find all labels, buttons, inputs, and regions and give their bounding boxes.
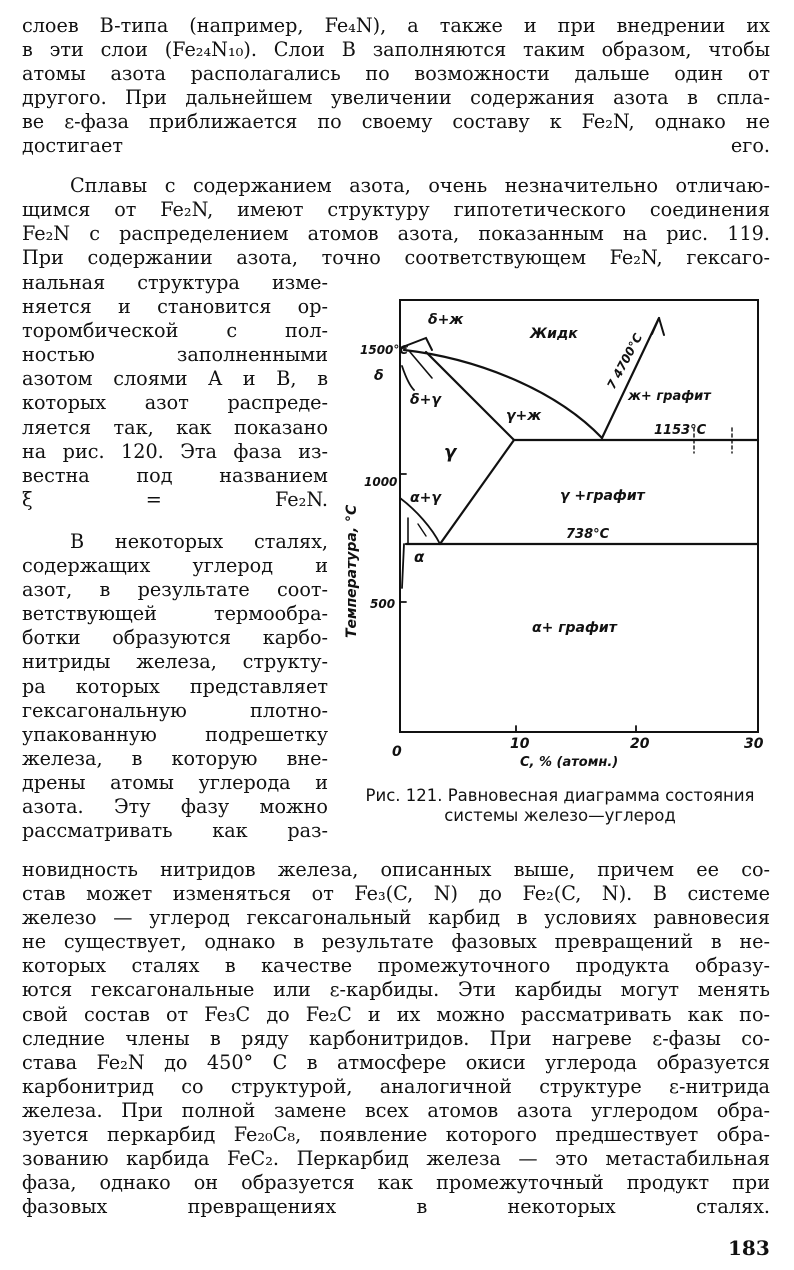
- label-gamma: γ: [444, 442, 457, 463]
- label-delta-gamma: δ+γ: [410, 392, 441, 408]
- text-line: железа, в которую вне-: [22, 746, 328, 770]
- paragraph-3-full: [22, 858, 770, 1219]
- text-line: нальная структура изме-: [22, 271, 328, 294]
- text-line: няется и становится ор-: [22, 295, 328, 319]
- diagram-frame: [400, 300, 758, 732]
- label-alpha-graphite: α+ графит: [532, 620, 617, 636]
- text-line: дрены атомы углерода и: [22, 770, 328, 794]
- paragraph-1: [22, 14, 770, 159]
- text-line: рассматривать как раз-: [22, 819, 328, 843]
- text-line: железо — углерод гексагональный карбид в условиях равновесия: [22, 906, 770, 930]
- text-line: ве ε-фаза приближается по своему составу к Fe₂N, однако не: [22, 110, 770, 134]
- label-alpha: α: [414, 548, 425, 566]
- y-tick-label-500: 500: [370, 597, 396, 611]
- label-eutectoid-temp: 738°C: [566, 527, 610, 542]
- text-line: ляется так, как показано: [22, 415, 328, 439]
- text-line: ра которых представляет: [22, 674, 328, 698]
- text-line: на рис. 120. Эта фаза из-: [22, 439, 328, 463]
- text-line: ботки образуются карбо-: [22, 626, 328, 650]
- text-line: фаза, однако он образуется как промежуточный продукт при: [22, 1171, 770, 1195]
- alpha-solvus: [402, 544, 404, 588]
- text-line: В некоторых сталях,: [70, 530, 328, 553]
- text-line: ются гексагональные или ε-карбиды. Эти карбиды могут менять: [22, 978, 770, 1002]
- label-gamma-liquid: γ+ж: [506, 408, 542, 424]
- text-line: упакованную подрешетку: [22, 722, 328, 746]
- text-line: которых азот распреде-: [22, 391, 328, 415]
- label-delta-liquid: δ+ж: [428, 312, 464, 328]
- label-delta: δ: [374, 368, 384, 384]
- paragraph-2-column: [22, 271, 328, 512]
- text-line: ξ = Fe₂N.: [22, 487, 328, 511]
- text-line: слоев B-типа (например, Fe₄N), а также и при внедрении их: [22, 14, 770, 37]
- text-line: зуется перкарбид Fe₂₀C₈, появление которого предшествует обра-: [22, 1123, 770, 1147]
- figure-caption: [340, 786, 780, 826]
- text-line: При содержании азота, точно соответствующем Fe₂N, гексаго-: [22, 246, 770, 270]
- text-line: став может изменяться от Fe₃(C, N) до Fe₂(C, N). В системе: [22, 882, 770, 906]
- label-liquid-graphite: ж+ графит: [628, 389, 711, 404]
- phase-diagram: [334, 278, 784, 778]
- paragraph-2: [22, 174, 770, 270]
- label-liquidus-slope: 7 4700°C: [604, 331, 646, 392]
- delta-boundary: [402, 366, 414, 390]
- text-line: вестна под названием: [22, 463, 328, 487]
- text-line: Fe₂N с распределением атомов азота, показанным на рис. 119.: [22, 222, 770, 246]
- text-line: достигает его.: [22, 134, 770, 158]
- text-line: атомы азота располагались по возможности дальше один от: [22, 62, 770, 86]
- text-line: азот, в результате соот-: [22, 578, 328, 602]
- text-line: щимся от Fe₂N, имеют структуру гипотетического соединения: [22, 198, 770, 222]
- caption-line: системы железо—углерод: [444, 806, 676, 825]
- x-tick-label-20: 20: [630, 736, 650, 752]
- label-gamma-graphite: γ +графит: [560, 488, 645, 504]
- text-line: ностью заполненными: [22, 343, 328, 367]
- text-line: следние члены в ряду карбонитридов. При нагреве ε-фазы со-: [22, 1026, 770, 1050]
- y-tick-label-1000: 1000: [364, 475, 398, 489]
- text-line: зованию карбида FeC₂. Перкарбид железа — это метастабильная: [22, 1147, 770, 1171]
- label-liquid: Жидк: [530, 326, 578, 342]
- text-line: Сплавы с содержанием азота, очень незначительно отличаю-: [70, 174, 770, 197]
- label-eutectic-temp: 1153°C: [654, 423, 707, 438]
- y-tick-label-1500: 1500°C: [360, 343, 409, 357]
- text-line: фазовых превращениях в некоторых сталях.: [22, 1195, 770, 1219]
- text-line: другого. При дальнейшем увеличении содержания азота в спла-: [22, 86, 770, 110]
- text-line: железа. При полной замене всех атомов азота углеродом обра-: [22, 1098, 770, 1122]
- y-axis-label: Температура, °С: [344, 504, 360, 638]
- text-line: торомбической с пол-: [22, 319, 328, 343]
- text-line: свой состав от Fe₃C до Fe₂C и их можно рассматривать как по-: [22, 1002, 770, 1026]
- x-tick-label-30: 30: [744, 736, 764, 752]
- text-line: азота. Эту фазу можно: [22, 795, 328, 819]
- text-line: содержащих углерод и: [22, 554, 328, 578]
- text-line: в эти слои (Fe₂₄N₁₀). Слои B заполняются таким образом, чтобы: [22, 38, 770, 62]
- paragraph-3-column: [22, 530, 328, 843]
- tick-mark: [418, 524, 426, 536]
- text-line: азотом слоями A и B, в: [22, 367, 328, 391]
- text-line: карбонитрид со структурой, аналогичной структуре ε-нитрида: [22, 1074, 770, 1098]
- text-line: которых сталях в качестве промежуточного продукта образу-: [22, 954, 770, 978]
- phase-diagram-figure: [334, 278, 784, 838]
- label-alpha-gamma: α+γ: [410, 490, 441, 506]
- caption-line: Рис. 121. Равновесная диаграмма состояния: [365, 786, 755, 805]
- page-number: 183: [728, 1236, 770, 1260]
- text-line: не существует, однако в результате фазовых превращений в не-: [22, 930, 770, 954]
- text-line: гексагональную плотно-: [22, 698, 328, 722]
- text-line: става Fe₂N до 450° C в атмосфере окиси углерода образуется: [22, 1050, 770, 1074]
- x-tick-label-0: 0: [392, 744, 402, 760]
- x-tick-label-10: 10: [510, 736, 530, 752]
- text-line: ветствующей термообра-: [22, 602, 328, 626]
- text-line: нитриды железа, структу-: [22, 650, 328, 674]
- text-line: новидность нитридов железа, описанных выше, причем ее со-: [22, 858, 770, 881]
- x-axis-label: C, % (атомн.): [520, 755, 619, 770]
